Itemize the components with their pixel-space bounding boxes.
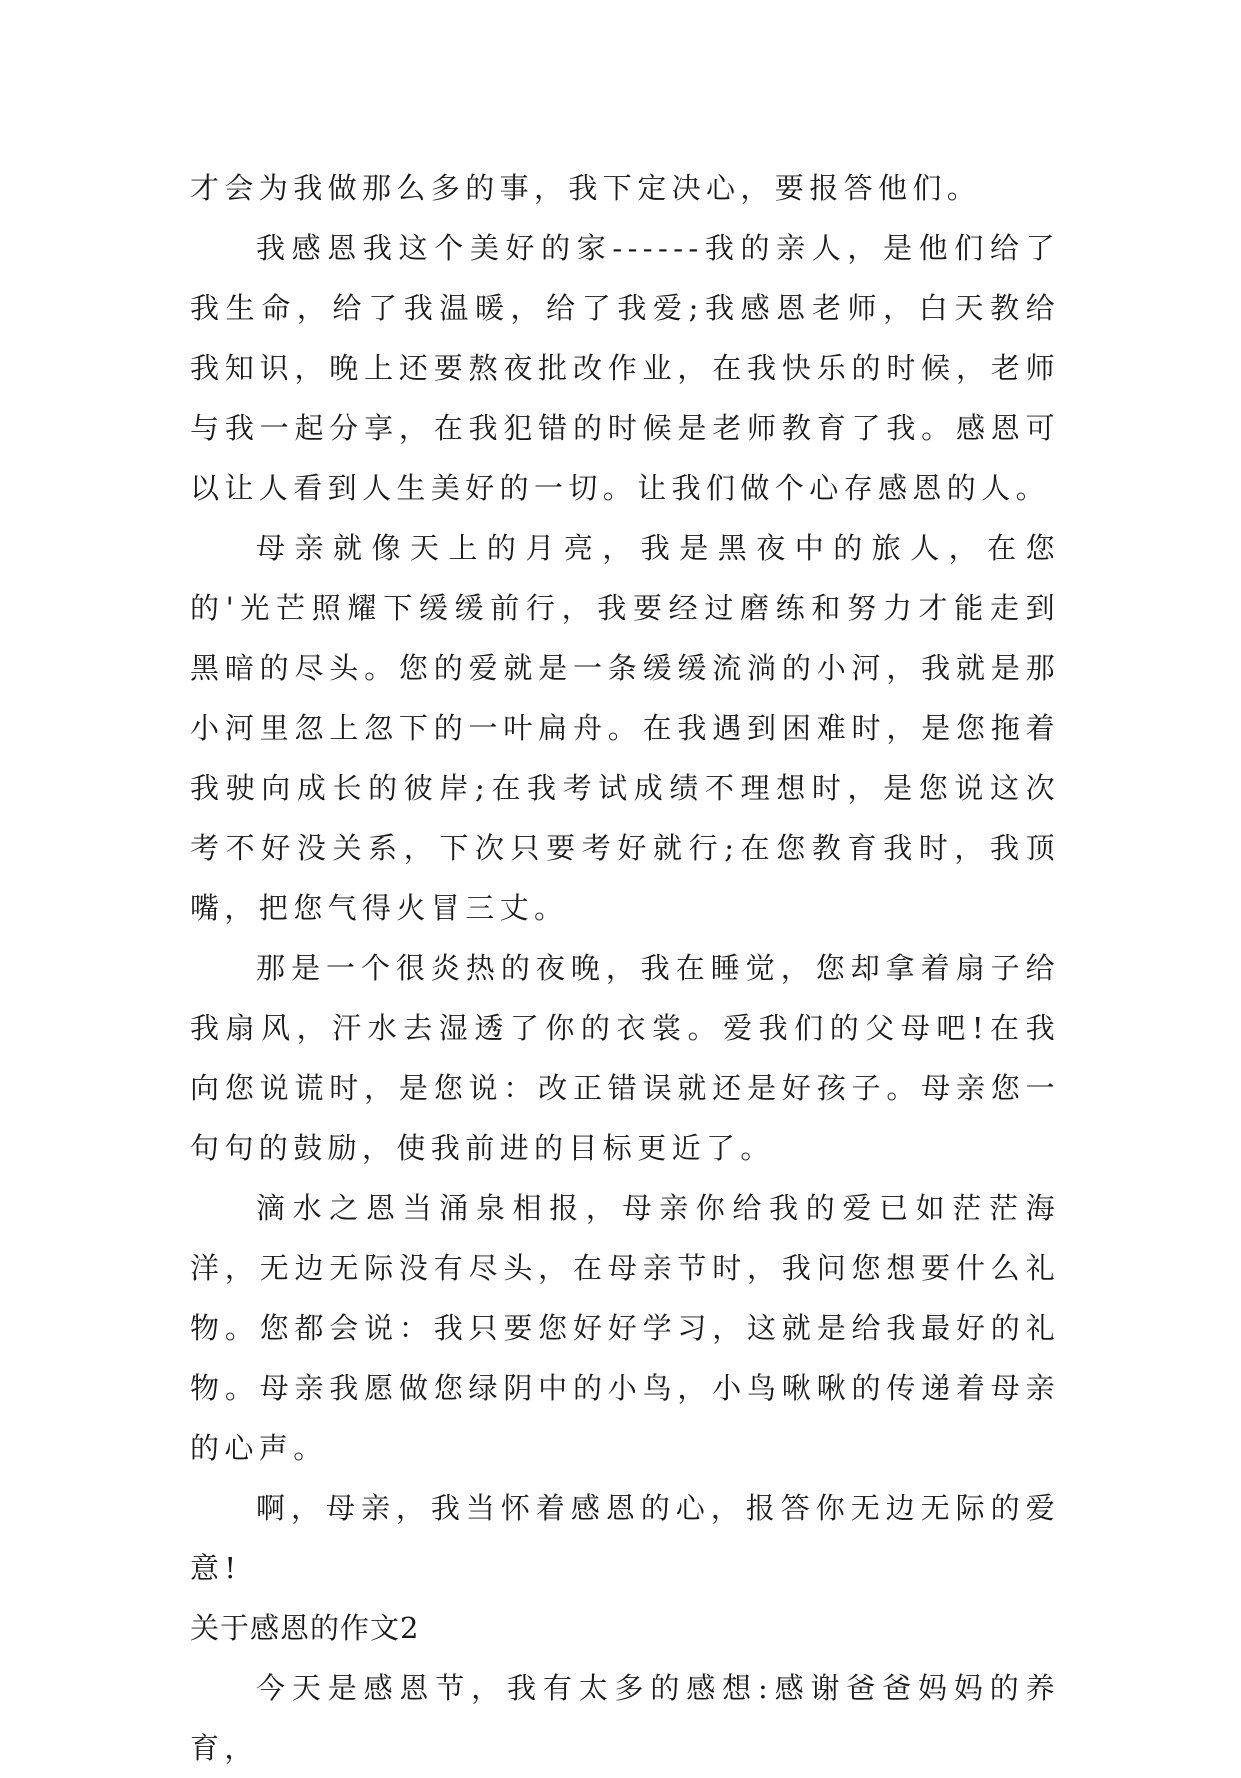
paragraph-1: 才会为我做那么多的事，我下定决心，要报答他们。 xyxy=(190,171,982,205)
paragraph-2: 我感恩我这个美好的家------我的亲人，是他们给了我生命，给了我温暖，给了我爱;我感恩老师，白天教给我知识，晚上还要熬夜批改作业，在我快乐的时候，老师与我一起分享，在我犯错的时候是老师教育了我。感恩可以让人看到人生美好的一切。让我们做个心存感恩的人。 xyxy=(190,231,1060,505)
document-body xyxy=(190,158,1060,1778)
paragraph-4: 那是一个很炎热的夜晚，我在睡觉，您却拿着扇子给我扇风，汗水去湿透了你的衣裳。爱我们的父母吧!在我向您说谎时，是您说：改正错误就还是好孩子。母亲您一句句的鼓励，使我前进的目标更近了。 xyxy=(190,951,1060,1165)
section-heading: 关于感恩的作文2 xyxy=(190,1611,420,1645)
paragraph-6: 啊，母亲，我当怀着感恩的心，报答你无边无际的爱意! xyxy=(190,1491,1060,1585)
paragraph-7: 今天是感恩节，我有太多的感想:感谢爸爸妈妈的养育， xyxy=(190,1671,1060,1765)
paragraph-3: 母亲就像天上的月亮，我是黑夜中的旅人，在您的'光芒照耀下缓缓前行，我要经过磨练和努力才能走到黑暗的尽头。您的爱就是一条缓缓流淌的小河，我就是那小河里忽上忽下的一叶扁舟。在我遇到困难时，是您拖着我驶向成长的彼岸;在我考试成绩不理想时，是您说这次考不好没关系，下次只要考好就行;在您教育我时，我顶嘴，把您气得火冒三丈。 xyxy=(190,531,1060,925)
paragraph-5: 滴水之恩当涌泉相报，母亲你给我的爱已如茫茫海洋，无边无际没有尽头，在母亲节时，我问您想要什么礼物。您都会说：我只要您好好学习，这就是给我最好的礼物。母亲我愿做您绿阴中的小鸟，小鸟啾啾的传递着母亲的心声。 xyxy=(190,1191,1060,1465)
